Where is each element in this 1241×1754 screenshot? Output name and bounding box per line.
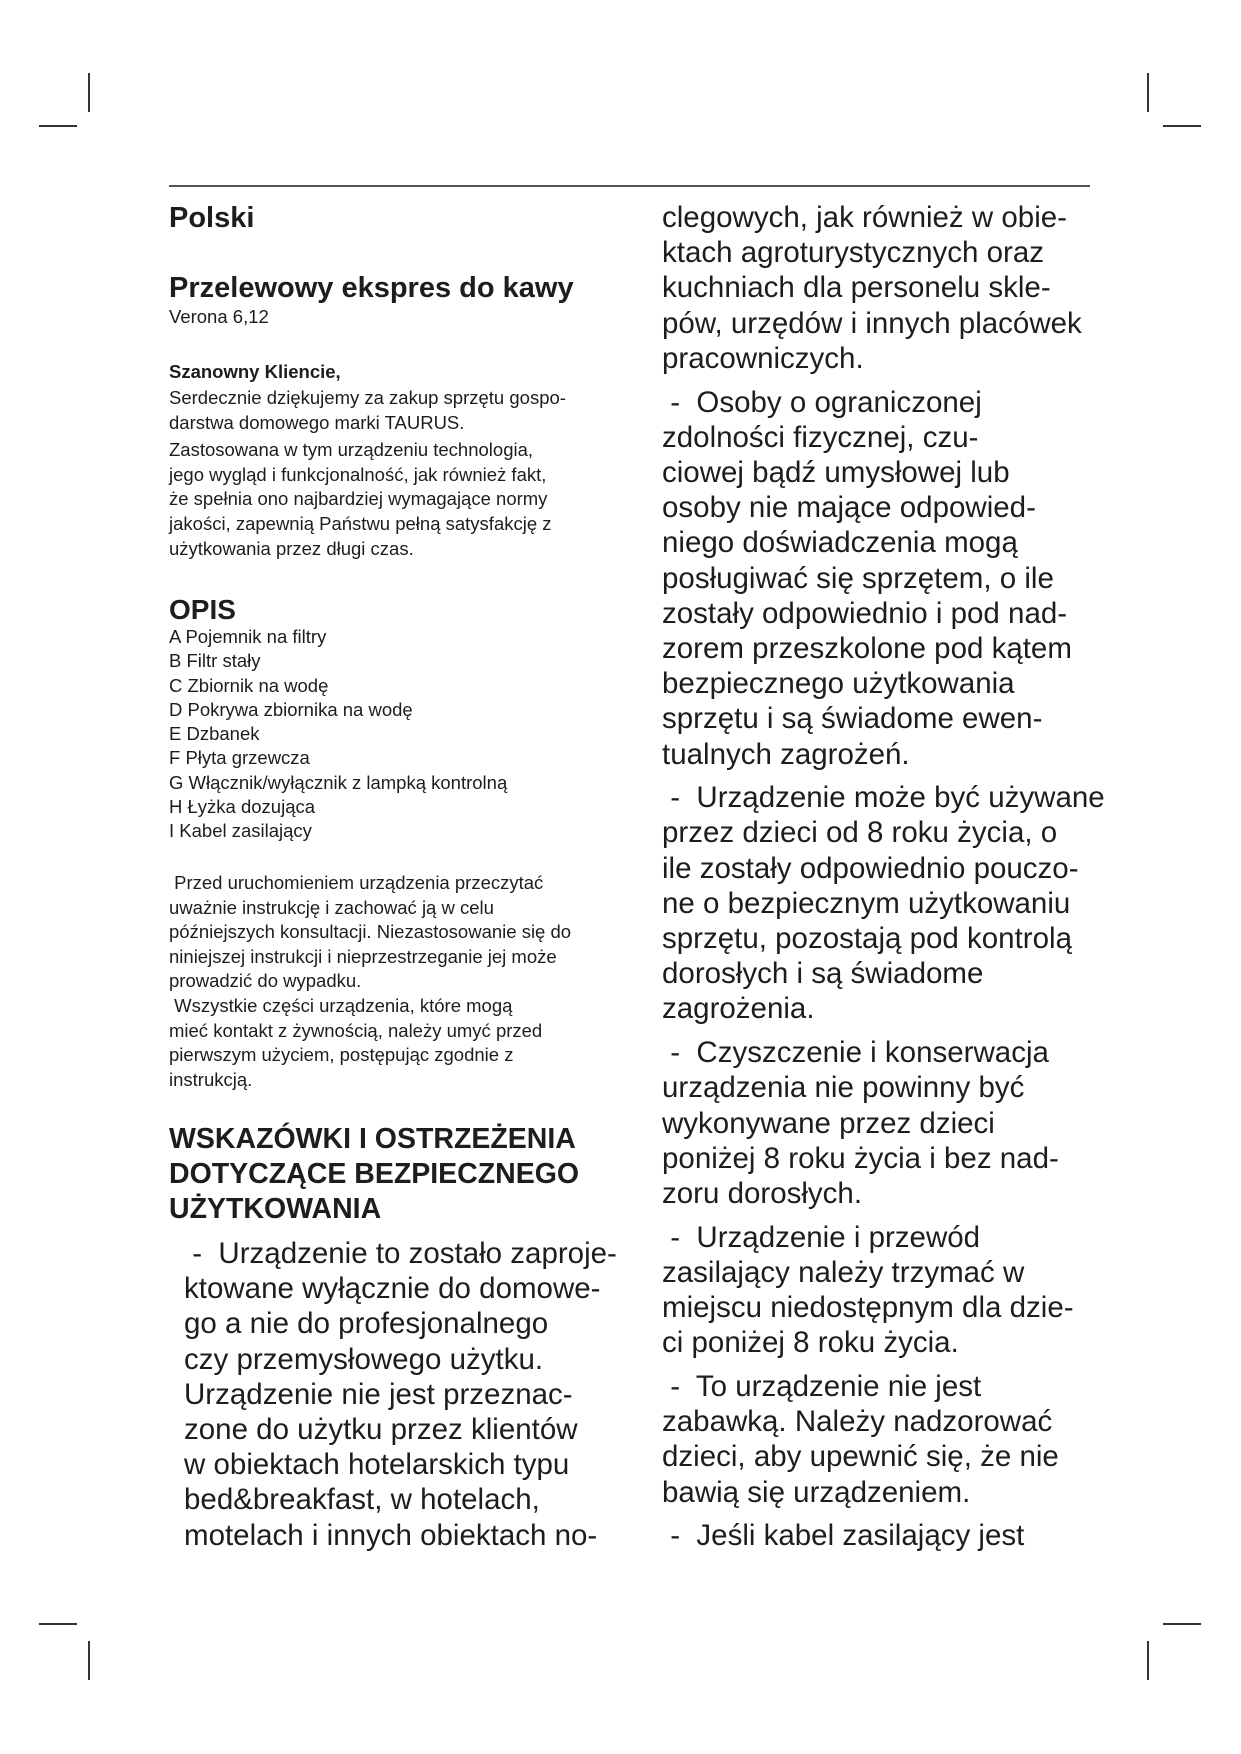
language-heading: Polski bbox=[169, 202, 255, 234]
text-line: czy przemysłowego użytku. bbox=[184, 1342, 544, 1376]
paragraph bbox=[662, 200, 1105, 376]
line: B Filtr stały bbox=[169, 650, 261, 672]
text-line: pów, urzędów i innych placówek bbox=[662, 306, 1082, 340]
text-line: ktowane wyłącznie do domowe- bbox=[184, 1272, 601, 1306]
product-title: Przelewowy ekspres do kawy bbox=[169, 272, 574, 304]
text-line: urządzenia nie powinny być bbox=[662, 1071, 1025, 1105]
paragraph bbox=[184, 1236, 617, 1553]
text-line: - Czyszczenie i konserwacja bbox=[662, 1036, 1049, 1070]
text-line: pracowniczych. bbox=[662, 341, 864, 375]
text-line: - Urządzenie i przewód bbox=[662, 1220, 981, 1254]
text-line: późniejszych konsultacji. Niezastosowanie się do bbox=[169, 921, 572, 943]
paragraph bbox=[662, 1035, 1105, 1211]
text-line: osoby nie mające odpowied- bbox=[662, 491, 1036, 525]
text-line: ci poniżej 8 roku życia. bbox=[662, 1326, 959, 1360]
crop-mark bbox=[88, 73, 90, 112]
text-line: motelach i innych obiektach no- bbox=[184, 1518, 598, 1552]
paragraph bbox=[169, 994, 571, 1092]
text-line: - Urządzenie może być używane bbox=[662, 781, 1105, 815]
text-line: instrukcją. bbox=[169, 1068, 253, 1090]
paragraph bbox=[169, 386, 566, 435]
intro-text bbox=[169, 386, 566, 564]
crop-mark bbox=[1147, 73, 1149, 112]
parts-list bbox=[169, 625, 507, 844]
crop-mark bbox=[39, 125, 77, 127]
paragraph bbox=[169, 871, 571, 994]
paragraph bbox=[662, 1369, 1105, 1510]
line: E Dzbanek bbox=[169, 723, 260, 745]
text-line: dorosłych i są świadome bbox=[662, 957, 984, 991]
line: H Łyżka dozująca bbox=[169, 796, 316, 818]
text-line: uważnie instrukcję i zachować ją w celu bbox=[169, 896, 494, 918]
text-line: jego wygląd i funkcjonalność, jak również fakt, bbox=[169, 463, 547, 485]
line: I Kabel zasilający bbox=[169, 820, 312, 842]
text-line: zostały odpowiednio i pod nad- bbox=[662, 596, 1068, 630]
text-line: Przed uruchomieniem urządzenia przeczytać bbox=[169, 872, 544, 893]
crop-mark bbox=[1147, 1641, 1149, 1680]
text-line: zone do użytku przez klientów bbox=[184, 1413, 578, 1447]
safety-heading bbox=[169, 1122, 579, 1227]
line: F Płyta grzewcza bbox=[169, 747, 310, 769]
text-line: posługiwać się sprzętem, o ile bbox=[662, 561, 1054, 595]
paragraph bbox=[169, 438, 566, 561]
text-line: niego doświadczenia mogą bbox=[662, 526, 1018, 560]
text-line: zasilający należy trzymać w bbox=[662, 1255, 1025, 1289]
text-line: - Osoby o ograniczonej bbox=[662, 385, 982, 419]
text-line: poniżej 8 roku życia i bez nad- bbox=[662, 1141, 1059, 1175]
text-line: pierwszym użyciem, postępując zgodnie z bbox=[169, 1044, 514, 1066]
text-line: że spełnia ono najbardziej wymagające normy bbox=[169, 488, 548, 510]
text-line: ile zostały odpowiednio pouczo- bbox=[662, 851, 1079, 885]
text-line: - Jeśli kabel zasilający jest bbox=[662, 1519, 1025, 1553]
line: UŻYTKOWANIA bbox=[169, 1193, 382, 1225]
crop-mark bbox=[1163, 1623, 1201, 1625]
text-line: sprzętu, pozostają pod kontrolą bbox=[662, 922, 1072, 956]
text-line: bezpiecznego użytkowania bbox=[662, 667, 1015, 701]
paragraph bbox=[662, 780, 1105, 1026]
text-line: dzieci, aby upewnić się, że nie bbox=[662, 1440, 1059, 1474]
text-line: mieć kontakt z żywnością, należy umyć przed bbox=[169, 1019, 543, 1041]
text-line: ciowej bądź umysłowej lub bbox=[662, 455, 1010, 489]
notes bbox=[169, 871, 571, 1092]
safety-right-column bbox=[662, 200, 1105, 1562]
paragraph bbox=[662, 1518, 1105, 1553]
text-line: tualnych zagrożeń. bbox=[662, 737, 910, 771]
greeting: Szanowny Kliencie, bbox=[169, 361, 341, 382]
paragraph bbox=[662, 385, 1105, 772]
line: C Zbiornik na wodę bbox=[169, 674, 329, 696]
safety-left-column bbox=[184, 1236, 617, 1561]
text-line: zabawką. Należy nadzorować bbox=[662, 1405, 1053, 1439]
text-line: ne o bezpiecznym użytkowaniu bbox=[662, 886, 1071, 920]
text-line: zorem przeszkolone pod kątem bbox=[662, 631, 1072, 665]
text-line: prowadzić do wypadku. bbox=[169, 970, 362, 992]
text-line: go a nie do profesjonalnego bbox=[184, 1307, 549, 1341]
text-line: w obiektach hotelarskich typu bbox=[184, 1448, 570, 1482]
text-line: Urządzenie nie jest przeznac- bbox=[184, 1377, 573, 1411]
text-line: ktach agroturystycznych oraz bbox=[662, 236, 1045, 270]
text-line: - To urządzenie nie jest bbox=[662, 1370, 982, 1403]
text-line: - Urządzenie to zostało zaproje- bbox=[184, 1237, 617, 1270]
text-line: sprzętu i są świadome ewen- bbox=[662, 702, 1043, 736]
text-line: bawią się urządzeniem. bbox=[662, 1475, 971, 1509]
crop-mark bbox=[88, 1641, 90, 1680]
text-line: zagrożenia. bbox=[662, 992, 815, 1026]
crop-mark bbox=[39, 1623, 77, 1625]
text-line: zdolności fizycznej, czu- bbox=[662, 420, 979, 454]
line: D Pokrywa zbiornika na wodę bbox=[169, 698, 413, 720]
header-rule bbox=[169, 185, 1090, 187]
line: A Pojemnik na filtry bbox=[169, 626, 327, 647]
text-line: darstwa domowego marki TAURUS. bbox=[169, 411, 465, 433]
text-line: Serdecznie dziękujemy za zakup sprzętu gospo- bbox=[169, 387, 566, 408]
text-line: bed&breakfast, w hotelach, bbox=[184, 1483, 540, 1517]
description-heading: OPIS bbox=[169, 594, 236, 625]
product-model: Verona 6,12 bbox=[169, 306, 269, 327]
text-line: Zastosowana w tym urządzeniu technologia, bbox=[169, 439, 534, 461]
text-line: Wszystkie części urządzenia, które mogą bbox=[169, 994, 513, 1016]
text-line: użytkowania przez długi czas. bbox=[169, 537, 414, 559]
text-line: zoru dorosłych. bbox=[662, 1176, 863, 1210]
line: WSKAZÓWKI I OSTRZEŻENIA bbox=[169, 1123, 576, 1155]
line: DOTYCZĄCE BEZPIECZNEGO bbox=[169, 1158, 580, 1190]
text-line: kuchniach dla personelu skle- bbox=[662, 271, 1051, 305]
text-line: clegowych, jak również w obie- bbox=[662, 201, 1067, 234]
paragraph bbox=[662, 1220, 1105, 1361]
text-line: niniejszej instrukcji i nieprzestrzeganie jej może bbox=[169, 945, 557, 967]
text-line: miejscu niedostępnym dla dzie- bbox=[662, 1291, 1074, 1325]
text-line: wykonywane przez dzieci bbox=[662, 1106, 995, 1140]
crop-mark bbox=[1163, 125, 1201, 127]
text-line: przez dzieci od 8 roku życia, o bbox=[662, 816, 1058, 850]
line: G Włącznik/wyłącznik z lampką kontrolną bbox=[169, 771, 508, 793]
text-line: jakości, zapewnią Państwu pełną satysfakcję z bbox=[169, 512, 552, 534]
